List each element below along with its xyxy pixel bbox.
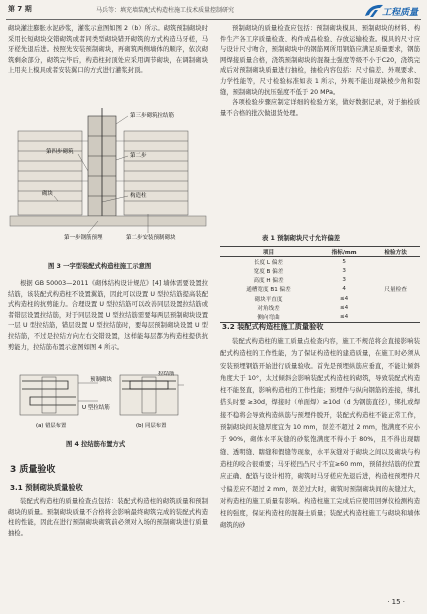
right-column: [220, 24, 420, 119]
left-column-p3: [8, 497, 208, 539]
paragraph: 装配式构造柱的质量检查点包括：装配式构造柱的砌筑质量和预制砌块的质量。预制砌块质量不合格将会影响最终砌筑完成的装配式构造柱的性能，因此在进行预制砌块砌筑前必须对入场的预制砌块进行质量抽检。: [8, 498, 209, 537]
figure-3-caption: 图 3 一字型装配式构造柱施工示意图: [48, 263, 152, 270]
fig3-label-step1: 第一步钢筋预埋: [64, 235, 103, 241]
section-3-2-heading: 3.2 装配式构造柱施工质量验收: [222, 322, 324, 331]
table-header: 检验方法: [371, 247, 420, 257]
table-row: 侧向弯曲 ≤4: [220, 312, 420, 322]
table-header: 指标/mm: [317, 247, 371, 257]
fig4-label-tie: 拉结筋: [158, 371, 175, 377]
fig3-label-column: 构造柱: [130, 193, 147, 199]
figure-4-caption: 图 4 拉结筋布置方式: [66, 441, 126, 448]
paragraph: 砌块灌注膨胀水泥砂浆，灌浆示意图如图 2（b）所示。砌筑预制砌块时采用长短砌块交错砌筑或者同类型砌块错开砌筑的方式构造马牙槎，马牙槎先退后进。按照先安装预制砌块，再砌筑两侧墙体的顺序，依次砌筑剩余部分，砌筑完毕后，构造柱封顶处应采用调节砌块，在调制砌块上用夹上模具或者安装翼口的方式进行灌浆封顶。: [8, 25, 209, 75]
paragraph: 各项检验步骤应制定详细的检验方案，做好数据记录，对于抽检质量不合格的批次做退货处理。: [220, 99, 421, 117]
table-row: 宽度 B 偏差 3: [253, 267, 346, 275]
paragraph: 装配式构造柱的施工质量点检查内容，施工不规范将会直接影响装配式构造柱的工作性能，为了保证构造柱的建造质量，在施工时必须从安装预埋钢筋开始进行质量验收。首先是预埋纵筋应垂直，不能让倾斜角度大于 10°，太过倾斜会影响装配式构造柱的砌筑，导致装配式构造柱不能竖直，影响构造柱的工作性能；预埋件与纵向钢筋的连接，绑扎搭头时要 ≥30d，焊接时（单面焊）≥10d（d 为钢筋直径），绑扎或焊接不稳将会导致构造纵筋与预埋件脱开，装配式构造柱不能正常工作，预制砌块间灰缝厚度宜为 10 mm，误差不超过 2 mm，饱满度不应小于 90%，砌体水平灰缝的砂浆饱满度不得小于 80%，且不得出现瞎缝、透明缝、瞎缝和假缝等现象，水平灰缝对于砌块之间以及砌块与构造柱的咬合很重要；马牙槎凹凸尺寸不宜≥60 mm，预留拉结筋的位置应正确、配筋与设计相符，砌筑时马牙槎应先退后进，构造柱预埋件尺寸偏差应不超过 2 mm，误差过大时，砌筑时预制砌块间的灰缝过大，对构造柱的施工质量有影响。构造柱施工完成后应使用回弹仪检测构造柱的强度，保证构造柱的混凝土质量；装配式构造柱施工与砌块和墙体砌筑的砂: [220, 338, 421, 530]
header-rule: [6, 19, 421, 20]
left-column-p2: [8, 279, 208, 353]
figure-4: [8, 371, 208, 441]
table-row: 高度 H 偏差 3: [253, 277, 346, 285]
figure-3: [8, 96, 208, 248]
page-number: · 15 ·: [387, 598, 405, 606]
right-column-p3: [220, 336, 420, 533]
running-title: 马兵等：填充墙装配式构造柱施工技术质量控制研究: [96, 7, 235, 14]
fig3-label-step3: 第三步砌筑拉结筋: [130, 113, 175, 119]
fig4-sub-b: (b) 同层布置: [136, 423, 167, 429]
issue-number: 第 7 期: [8, 5, 32, 13]
table-header-row: [220, 247, 420, 257]
fig4-sub-a: (a) 错层布置: [36, 423, 67, 429]
table-row: 砌块平直度 ≤4: [254, 295, 349, 303]
paragraph: 预制砌块的质量检查应包括：预制砌块模具、预制砌块的材料、构件生产各工序质量检查、构件成品检验、存放运输检查。模具的尺寸应与设计尺寸吻合，预制砌块中的钢筋网所用钢筋应满足质量要求，钢筋网焊接质量合格，浇筑预制砌块的混凝土强度等级不小于C20，浇筑完成后对预制砌块质量进行抽检，抽检内容包括：尺寸偏差、外观要求、力学性能等，尺寸检验标准如表 1 所示，外观不能出现缺棱少角和裂缝，预制砌块的抗压强度不低于 20 MPa。: [220, 25, 421, 96]
section-3-1-heading: 3.1 预制砌块质量验收: [10, 483, 83, 492]
page-header: [0, 0, 427, 22]
table-1: [220, 246, 420, 323]
section-3-heading: 3 质量验收: [10, 465, 56, 475]
journal-logo: [361, 1, 419, 21]
table-row: 对角线差 ≤4: [257, 304, 349, 312]
fig4-label-block: 预制砌块: [90, 377, 113, 383]
left-column: [8, 24, 208, 77]
fig3-label-block: 砌块: [42, 191, 54, 197]
fig3-label-step2: 第二步: [130, 153, 147, 159]
table-row: 长度 L 偏差 5: [253, 258, 346, 266]
table-header: 项目: [220, 247, 317, 257]
logo-text: 工程质量: [382, 8, 419, 18]
table-row: 通槽宽度 B1 偏差 4 尺量检查: [246, 286, 407, 294]
fig4-label-u-bar: U 型拉结筋: [82, 405, 110, 411]
paragraph: 根据 GB 50003—2011《砌体结构设计规范》[4] 墙体需要设置拉结筋，该装配式构造柱不设置翼筋，因此可以设置 U 型拉结筋提高装配式构造柱的抗剪能力。合理设置 U 型拉结筋可以改善同层设置拉结筋或者错层设置拉结筋，对于同层设置 U 型拉结筋需要每两层预制砌块设置一层 U 型拉结筋，错层设置 U 型拉结筋时，要每层预制砌块设置 U 型拉结筋，不过是拉结方向左右交错设置，这样能每层都为构造柱提供抗剪能力，拉结筋布置示意图如图 4 所示。: [8, 280, 209, 351]
table-1-caption: 表 1 预制砌块尺寸允许偏差: [262, 235, 341, 242]
fig3-label-step2b: 第二步安装预制砌块: [126, 235, 176, 241]
fig3-label-step4: 第四步砌筑: [46, 149, 74, 155]
